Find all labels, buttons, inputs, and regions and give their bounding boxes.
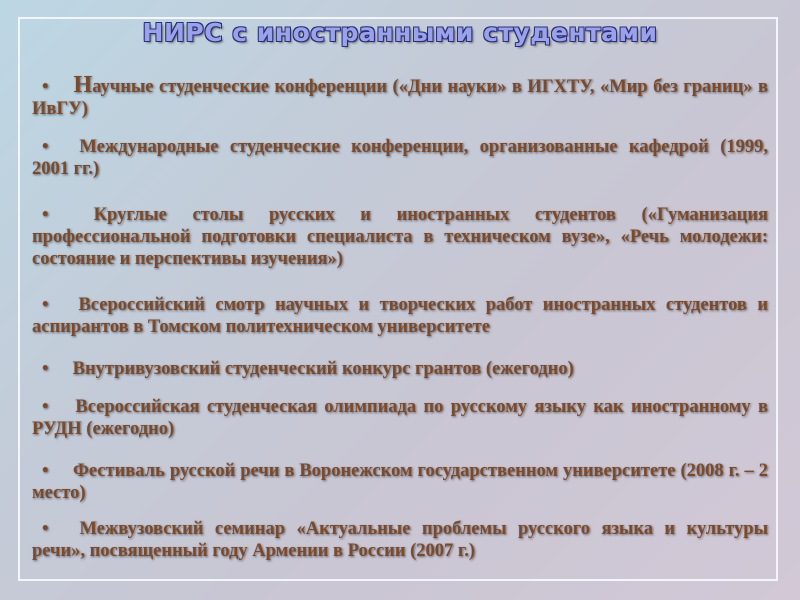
list-item-text: Межвузовский семинар «Актуальные проблемы русского языка и культуры речи», посвященный году Армении в России (2007 г.) [32,519,769,561]
list-item [32,358,768,380]
bullet-icon: • [42,77,49,97]
slide-title: НИРС с иностранными студентами [142,18,658,47]
list-item-text: Внутривузовский студенческий конкурс грантов (ежегодно) [72,359,574,379]
list-item-text: Международные студенческие конференции, организованные кафедрой (1999, 2001 гг.) [32,137,768,179]
bullet-icon: • [42,461,49,481]
list-item-text: Всероссийский смотр научных и творческих работ иностранных студентов и аспирантов в Томском политехническом университете [32,295,768,337]
list-item [32,204,768,270]
list-item [32,74,768,120]
list-item [32,396,768,440]
list-item-text: Фестиваль русской речи в Воронежском государственном университете (2008 г. – 2 место) [32,461,769,503]
bullet-icon: • [42,295,49,315]
bullet-icon: • [42,137,49,157]
bullet-icon: • [42,397,49,417]
bullet-icon: • [42,359,49,379]
list-item [32,136,768,180]
bullet-icon: • [42,205,49,225]
list-item-text: Круглые столы русских и иностранных студентов («Гуманизация профессиональной подготовки специалиста в техническом вузе», «Речь молодежи: состояние и перспективы изучения») [32,205,768,269]
list-item-text: аучные студенческие конференции («Дни науки» в ИГХТУ, «Мир без границ» в ИвГУ) [32,77,768,119]
list-item [32,460,768,504]
list-item-text: Всероссийская студенческая олимпиада по русскому языку как иностранному в РУДН (ежегодно) [32,397,768,439]
list-item-dropcap: Н [73,72,93,98]
bullet-icon: • [42,519,49,539]
list-item [32,294,768,338]
list-item [32,518,768,562]
